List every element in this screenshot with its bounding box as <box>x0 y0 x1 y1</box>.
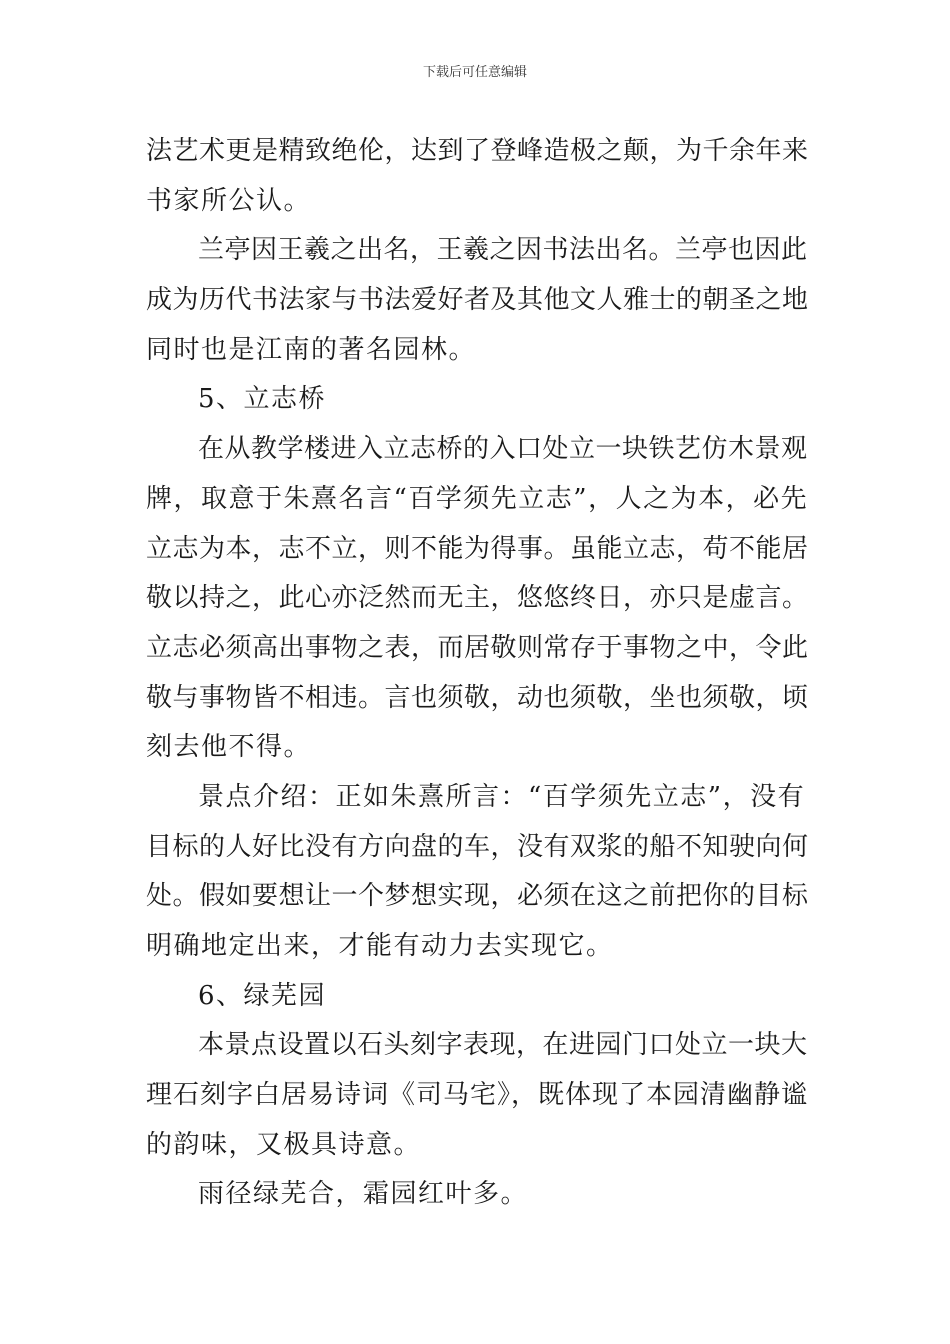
text-line: 明确地定出来，才能有动力去实现它。 <box>146 931 614 961</box>
text-line: 理石刻字白居易诗词《司马宅》，既体现了本园清幽静谧 <box>146 1080 809 1111</box>
text-line: 处。假如要想让一个梦想实现，必须在这之前把你的目标 <box>146 881 809 912</box>
text-line: 立志必须高出事物之表，而居敬则常存于事物之中，令此 <box>146 632 809 663</box>
text-line: 书家所公认。 <box>146 185 312 216</box>
text-line: 刻去他不得。 <box>146 732 312 763</box>
page-header: 下载后可任意编辑 <box>422 65 527 80</box>
text-line: 成为历代书法家与书法爱好者及其他文人雅士的朝圣之地 <box>146 285 809 316</box>
text-line: 牌，取意于朱熹名言“百学须先立志”，人之为本，必先 <box>146 483 809 514</box>
document-body <box>146 127 810 1220</box>
text-line: 兰亭因王羲之出名，王羲之因书法出名。兰亭也因此 <box>198 235 808 266</box>
text-line: 敬以持之，此心亦泛然而无主，悠悠终日，亦只是虚言。 <box>146 583 809 614</box>
text-line: 的韵味，又极具诗意。 <box>146 1129 422 1160</box>
text-line: 目标的人好比没有方向盘的车，没有双浆的船不知驶向何 <box>146 831 809 862</box>
text-line: 法艺术更是精致绝伦，达到了登峰造极之颠，为千余年来 <box>146 136 809 166</box>
text-line: 景点介绍：正如朱熹所言：“百学须先立志”，没有 <box>198 781 806 812</box>
text-line: 立志为本，志不立，则不能为得事。虽能立志，苟不能居 <box>146 533 809 564</box>
text-line: 敬与事物皆不相违。言也须敬，动也须敬，坐也须敬，顷 <box>146 682 809 713</box>
text-line: 雨径绿芜合，霜园红叶多。 <box>198 1179 529 1210</box>
text-line: 在从教学楼进入立志桥的入口处立一块铁艺仿木景观 <box>198 434 808 465</box>
text-line: 同时也是江南的著名园林。 <box>146 334 477 365</box>
text-line: 本景点设置以石头刻字表现，在进园门口处立一块大 <box>198 1030 808 1061</box>
text-line: 5、立志桥 <box>198 384 327 415</box>
text-line: 6、绿芜园 <box>198 980 327 1011</box>
